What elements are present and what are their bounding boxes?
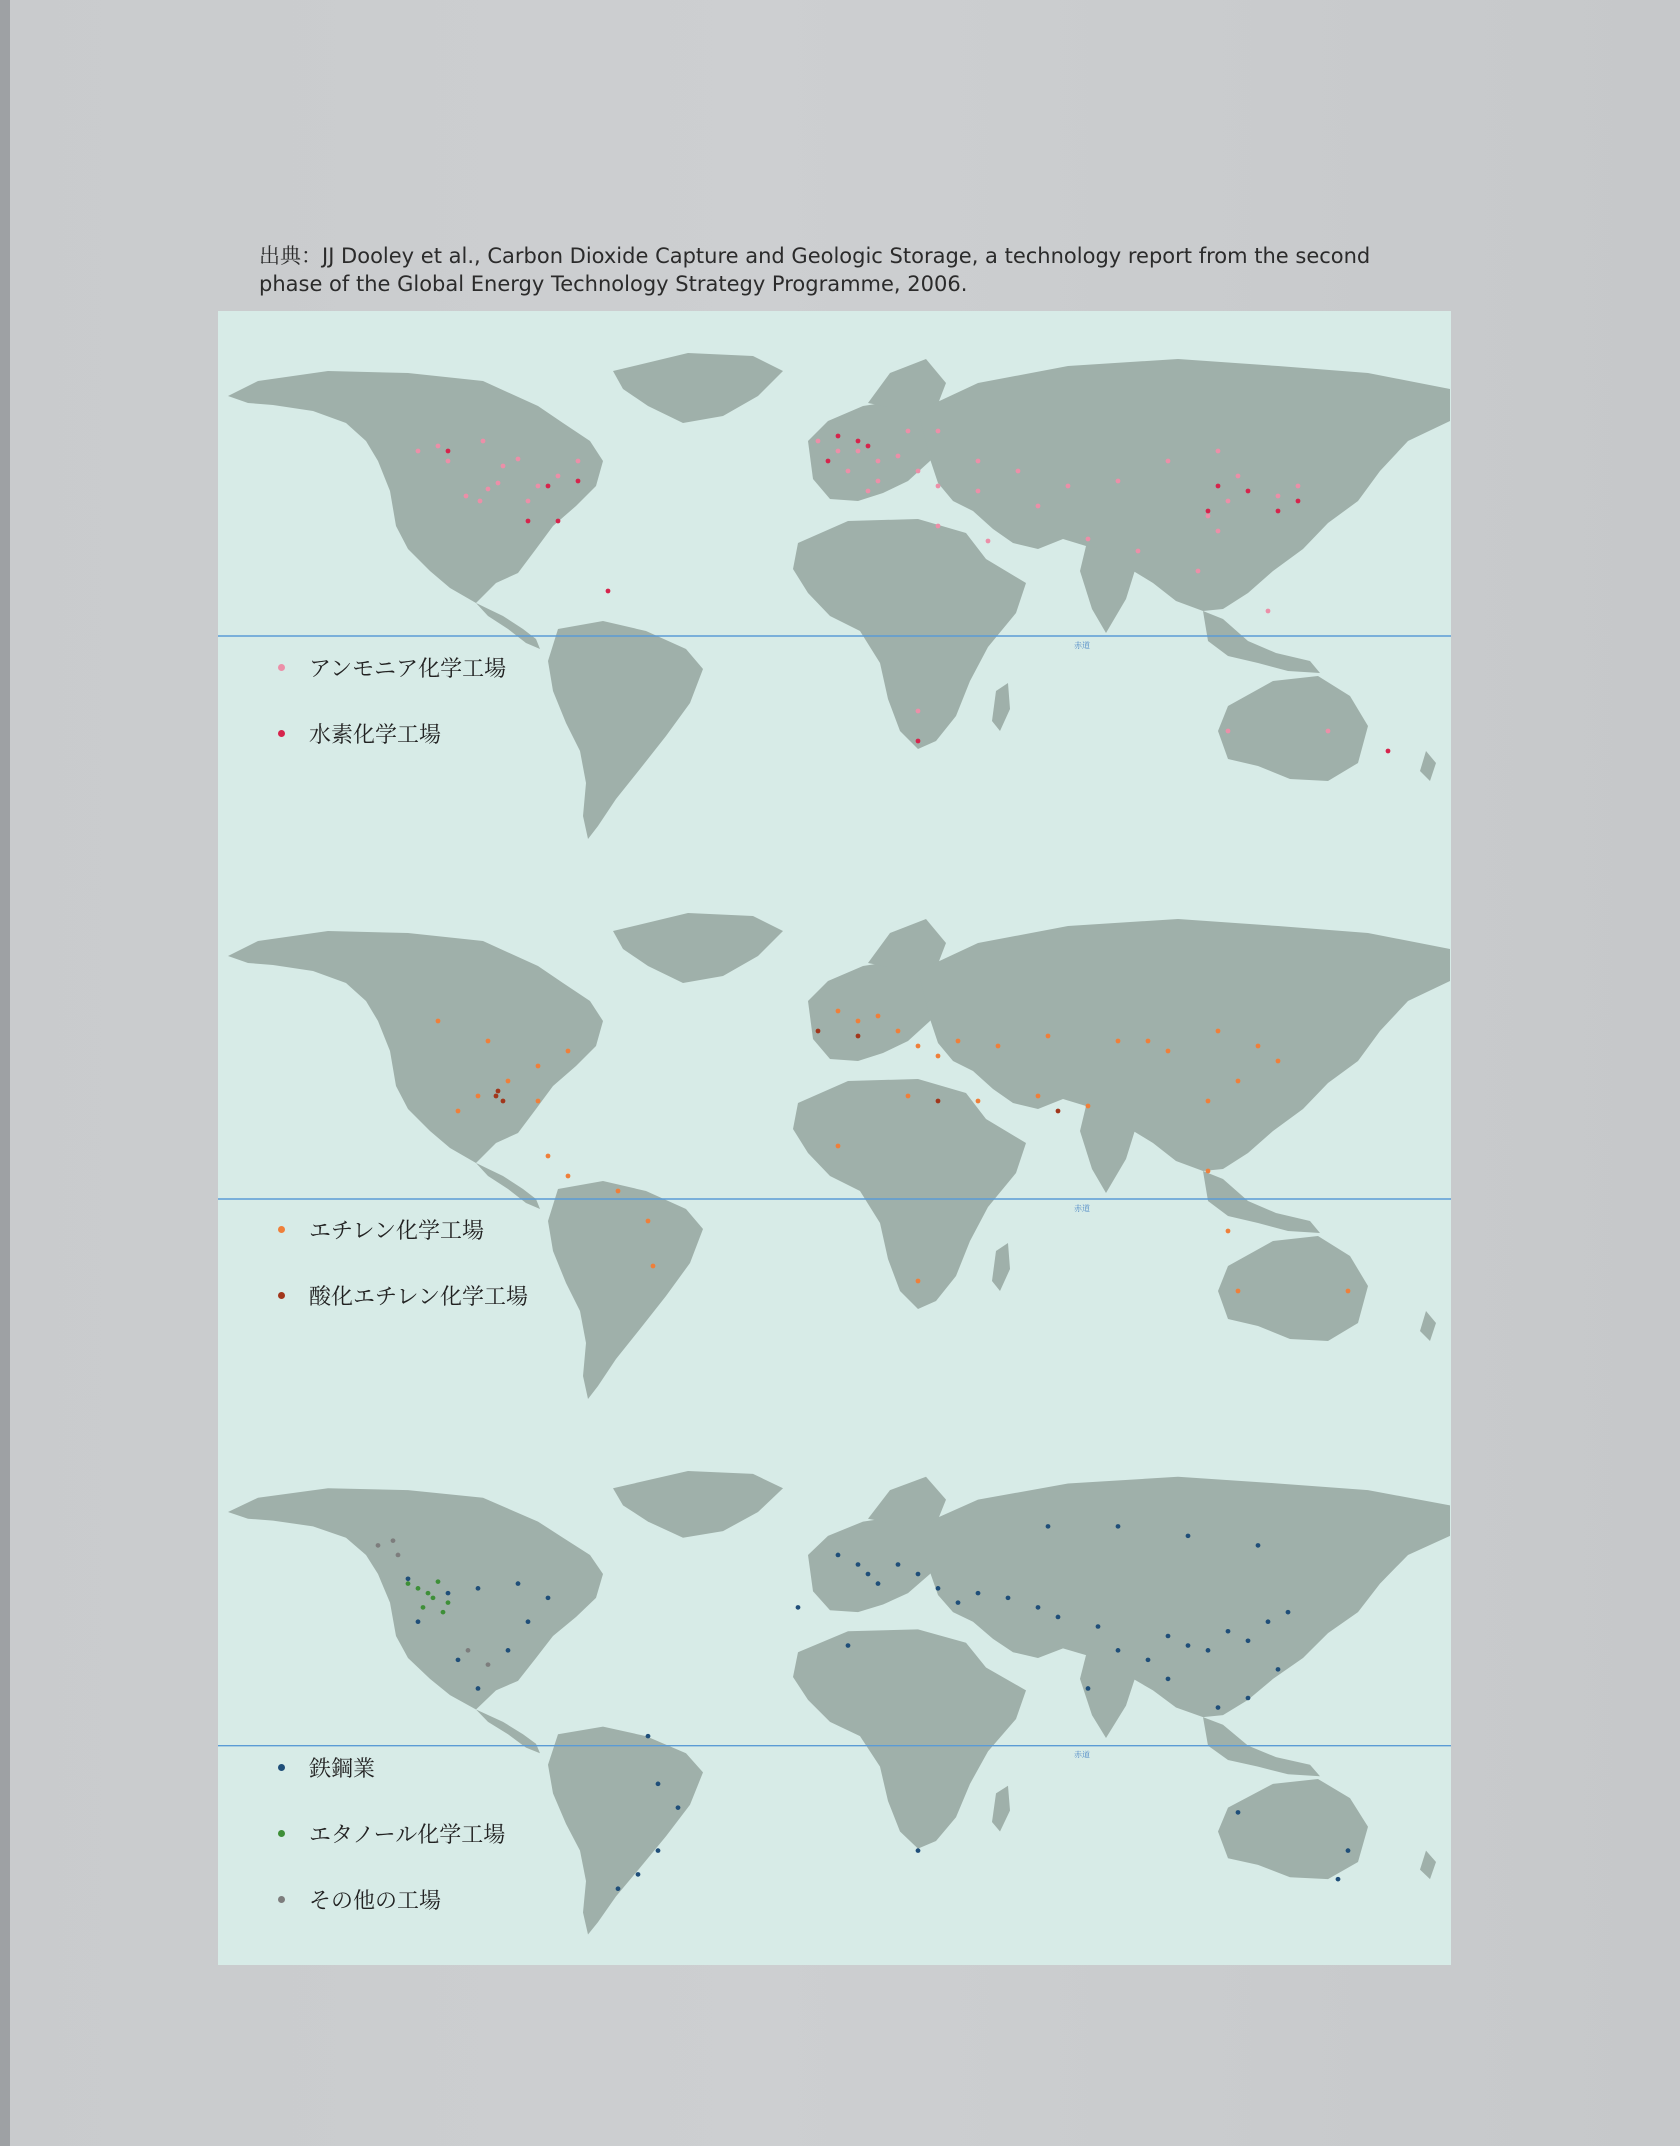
plant-marker bbox=[1336, 1877, 1341, 1882]
plant-marker bbox=[916, 469, 921, 474]
plant-marker bbox=[576, 459, 581, 464]
plant-marker bbox=[1266, 609, 1271, 614]
plant-marker bbox=[1086, 537, 1091, 542]
south-america-landmass bbox=[548, 1181, 703, 1399]
legend-marker bbox=[278, 1830, 285, 1837]
plant-marker bbox=[1186, 1643, 1191, 1648]
plant-marker bbox=[476, 1586, 481, 1591]
legend-item bbox=[278, 651, 506, 683]
plant-marker bbox=[506, 1648, 511, 1653]
plant-marker bbox=[1226, 1229, 1231, 1234]
plant-marker bbox=[526, 1619, 531, 1624]
plant-marker bbox=[406, 1577, 411, 1582]
plant-marker bbox=[866, 489, 871, 494]
plant-marker bbox=[916, 739, 921, 744]
plant-marker bbox=[1206, 514, 1211, 519]
plant-marker bbox=[896, 1562, 901, 1567]
plant-marker bbox=[1346, 1289, 1351, 1294]
plant-marker bbox=[1226, 729, 1231, 734]
madagascar-landmass bbox=[992, 1243, 1010, 1291]
plant-marker bbox=[441, 1610, 446, 1615]
plant-marker bbox=[916, 1279, 921, 1284]
plant-marker bbox=[516, 1581, 521, 1586]
plant-marker bbox=[1236, 1289, 1241, 1294]
south-america-landmass bbox=[548, 621, 703, 839]
legend-label: 酸化エチレン化学工場 bbox=[309, 1284, 529, 1310]
plant-marker bbox=[431, 1596, 436, 1601]
plant-marker bbox=[1166, 459, 1171, 464]
plant-marker bbox=[1146, 1039, 1151, 1044]
plant-marker bbox=[916, 1044, 921, 1049]
plant-marker bbox=[1296, 499, 1301, 504]
new-zealand-landmass bbox=[1420, 751, 1436, 781]
map-panel-steel-ethanol bbox=[218, 1431, 1451, 1965]
plant-marker bbox=[1036, 504, 1041, 509]
plant-marker bbox=[496, 1089, 501, 1094]
plant-marker bbox=[516, 457, 521, 462]
plant-marker bbox=[1056, 1109, 1061, 1114]
plant-marker bbox=[796, 1605, 801, 1610]
plant-marker bbox=[566, 1049, 571, 1054]
plant-marker bbox=[456, 1658, 461, 1663]
map-legend bbox=[278, 1213, 528, 1345]
plant-marker bbox=[936, 484, 941, 489]
plant-marker bbox=[406, 1581, 411, 1586]
africa-landmass bbox=[793, 519, 1026, 749]
plant-marker bbox=[456, 1109, 461, 1114]
world-map bbox=[218, 311, 1451, 871]
map-legend bbox=[278, 1751, 505, 1949]
plant-marker bbox=[1056, 1615, 1061, 1620]
plant-marker bbox=[476, 1094, 481, 1099]
plant-marker bbox=[616, 1189, 621, 1194]
plant-marker bbox=[546, 484, 551, 489]
scandinavia-landmass bbox=[868, 919, 946, 971]
map-legend bbox=[278, 651, 506, 783]
plant-marker bbox=[976, 459, 981, 464]
greenland-landmass bbox=[613, 1471, 783, 1538]
plant-marker bbox=[1206, 1648, 1211, 1653]
plant-marker bbox=[1236, 474, 1241, 479]
plant-marker bbox=[436, 1579, 441, 1584]
plant-marker bbox=[1276, 1667, 1281, 1672]
plant-marker bbox=[866, 444, 871, 449]
greenland-landmass bbox=[613, 913, 783, 983]
plant-marker bbox=[421, 1605, 426, 1610]
plant-marker bbox=[656, 1782, 661, 1787]
plant-marker bbox=[566, 1174, 571, 1179]
plant-marker bbox=[956, 1039, 961, 1044]
plant-marker bbox=[1286, 1610, 1291, 1615]
plant-marker bbox=[856, 1562, 861, 1567]
plant-marker bbox=[1266, 1619, 1271, 1624]
map-panel-ammonia-hydrogen bbox=[218, 311, 1451, 871]
plant-marker bbox=[636, 1872, 641, 1877]
plant-marker bbox=[1166, 1677, 1171, 1682]
plant-marker bbox=[1136, 549, 1141, 554]
plant-marker bbox=[426, 1591, 431, 1596]
plant-marker bbox=[906, 429, 911, 434]
plant-marker bbox=[1246, 1638, 1251, 1643]
legend-marker bbox=[278, 1292, 285, 1299]
plant-marker bbox=[536, 1099, 541, 1104]
plant-marker bbox=[846, 469, 851, 474]
legend-item bbox=[278, 717, 506, 749]
plant-marker bbox=[1146, 1658, 1151, 1663]
plant-marker bbox=[486, 1662, 491, 1667]
plant-marker bbox=[846, 1643, 851, 1648]
legend-label: エタノール化学工場 bbox=[309, 1822, 506, 1848]
plant-marker bbox=[1046, 1034, 1051, 1039]
plant-marker bbox=[546, 1596, 551, 1601]
plant-marker bbox=[896, 1029, 901, 1034]
plant-marker bbox=[494, 1094, 499, 1099]
plant-marker bbox=[986, 539, 991, 544]
page-edge bbox=[0, 0, 10, 2146]
plant-marker bbox=[906, 1094, 911, 1099]
plant-marker bbox=[836, 434, 841, 439]
central-america-landmass bbox=[476, 1163, 540, 1209]
plant-marker bbox=[916, 709, 921, 714]
plant-marker bbox=[836, 1144, 841, 1149]
plant-marker bbox=[856, 439, 861, 444]
world-maps-figure bbox=[218, 311, 1451, 1965]
plant-marker bbox=[436, 1019, 441, 1024]
plant-marker bbox=[976, 489, 981, 494]
plant-marker bbox=[1096, 1624, 1101, 1629]
plant-marker bbox=[656, 1848, 661, 1853]
plant-marker bbox=[956, 1600, 961, 1605]
plant-marker bbox=[876, 1014, 881, 1019]
southeast-asia-landmass bbox=[1203, 611, 1320, 673]
plant-marker bbox=[496, 481, 501, 486]
plant-marker bbox=[391, 1538, 396, 1543]
australia-landmass bbox=[1218, 1779, 1368, 1879]
plant-marker bbox=[1226, 499, 1231, 504]
plant-marker bbox=[876, 1581, 881, 1586]
plant-marker bbox=[1216, 449, 1221, 454]
plant-marker bbox=[1206, 1099, 1211, 1104]
plant-marker bbox=[936, 429, 941, 434]
plant-marker bbox=[416, 1586, 421, 1591]
source-citation: 出典：JJ Dooley et al., Carbon Dioxide Capture and Geologic Storage, a technology report from the second phase of the Global Energy Technology Strategy Programme, 2006. bbox=[259, 244, 1371, 296]
plant-marker bbox=[1166, 1634, 1171, 1639]
plant-marker bbox=[1276, 1059, 1281, 1064]
plant-marker bbox=[916, 1572, 921, 1577]
plant-marker bbox=[1116, 1648, 1121, 1653]
plant-marker bbox=[826, 459, 831, 464]
plant-marker bbox=[446, 459, 451, 464]
plant-marker bbox=[1196, 569, 1201, 574]
plant-marker bbox=[606, 589, 611, 594]
plant-marker bbox=[816, 1029, 821, 1034]
legend-marker bbox=[278, 1764, 285, 1771]
plant-marker bbox=[506, 1079, 511, 1084]
plant-marker bbox=[536, 484, 541, 489]
equator-label: 赤道 bbox=[1074, 1204, 1090, 1213]
plant-marker bbox=[1236, 1079, 1241, 1084]
plant-marker bbox=[1036, 1094, 1041, 1099]
plant-marker bbox=[478, 499, 483, 504]
southeast-asia-landmass bbox=[1203, 1717, 1320, 1776]
legend-marker bbox=[278, 664, 285, 671]
plant-marker bbox=[396, 1553, 401, 1558]
australia-landmass bbox=[1218, 1236, 1368, 1341]
plant-marker bbox=[646, 1219, 651, 1224]
plant-marker bbox=[1116, 479, 1121, 484]
plant-marker bbox=[501, 464, 506, 469]
legend-item bbox=[278, 1817, 505, 1849]
legend-item bbox=[278, 1883, 505, 1915]
north-america-landmass bbox=[228, 931, 603, 1163]
plant-marker bbox=[1216, 529, 1221, 534]
plant-marker bbox=[1036, 1605, 1041, 1610]
plant-marker bbox=[1276, 494, 1281, 499]
plant-marker bbox=[1186, 1534, 1191, 1539]
plant-marker bbox=[526, 519, 531, 524]
plant-marker bbox=[1276, 509, 1281, 514]
plant-marker bbox=[1216, 1029, 1221, 1034]
plant-marker bbox=[1256, 1543, 1261, 1548]
plant-marker bbox=[501, 1099, 506, 1104]
plant-marker bbox=[464, 494, 469, 499]
plant-marker bbox=[916, 1848, 921, 1853]
plant-marker bbox=[446, 1600, 451, 1605]
new-zealand-landmass bbox=[1420, 1851, 1436, 1880]
plant-marker bbox=[526, 499, 531, 504]
legend-marker bbox=[278, 730, 285, 737]
plant-marker bbox=[1046, 1524, 1051, 1529]
legend-marker bbox=[278, 1226, 285, 1233]
plant-marker bbox=[866, 1572, 871, 1577]
plant-marker bbox=[996, 1044, 1001, 1049]
plant-marker bbox=[486, 487, 491, 492]
south-america-landmass bbox=[548, 1727, 703, 1935]
plant-marker bbox=[896, 454, 901, 459]
plant-marker bbox=[556, 519, 561, 524]
plant-marker bbox=[651, 1264, 656, 1269]
central-america-landmass bbox=[476, 1709, 540, 1753]
plant-marker bbox=[576, 479, 581, 484]
plant-marker bbox=[1216, 484, 1221, 489]
plant-marker bbox=[1086, 1686, 1091, 1691]
africa-landmass bbox=[793, 1629, 1026, 1848]
scandinavia-landmass bbox=[868, 1477, 946, 1527]
plant-marker bbox=[1166, 1049, 1171, 1054]
legend-label: 水素化学工場 bbox=[309, 722, 442, 748]
plant-marker bbox=[446, 1591, 451, 1596]
plant-marker bbox=[676, 1805, 681, 1810]
plant-marker bbox=[486, 1039, 491, 1044]
plant-marker bbox=[1246, 1696, 1251, 1701]
plant-marker bbox=[1236, 1810, 1241, 1815]
plant-marker bbox=[1246, 489, 1251, 494]
plant-marker bbox=[476, 1686, 481, 1691]
madagascar-landmass bbox=[992, 1786, 1010, 1832]
plant-marker bbox=[416, 1619, 421, 1624]
plant-marker bbox=[836, 1553, 841, 1558]
scandinavia-landmass bbox=[868, 359, 946, 411]
australia-landmass bbox=[1218, 676, 1368, 781]
plant-marker bbox=[936, 1054, 941, 1059]
africa-landmass bbox=[793, 1079, 1026, 1309]
central-america-landmass bbox=[476, 603, 540, 649]
plant-marker bbox=[1086, 1104, 1091, 1109]
plant-marker bbox=[1016, 469, 1021, 474]
plant-marker bbox=[856, 1019, 861, 1024]
plant-marker bbox=[1066, 484, 1071, 489]
plant-marker bbox=[616, 1886, 621, 1891]
legend-item bbox=[278, 1751, 505, 1783]
plant-marker bbox=[481, 439, 486, 444]
plant-marker bbox=[1006, 1596, 1011, 1601]
equator-label: 赤道 bbox=[1074, 641, 1090, 650]
southeast-asia-landmass bbox=[1203, 1171, 1320, 1233]
legend-item bbox=[278, 1213, 528, 1245]
plant-marker bbox=[936, 1099, 941, 1104]
plant-marker bbox=[1116, 1524, 1121, 1529]
plant-marker bbox=[836, 1009, 841, 1014]
legend-marker bbox=[278, 1896, 285, 1903]
plant-marker bbox=[1386, 749, 1391, 754]
madagascar-landmass bbox=[992, 683, 1010, 731]
legend-label: 鉄鋼業 bbox=[309, 1756, 376, 1782]
map-panel-ethylene bbox=[218, 871, 1451, 1431]
legend-label: エチレン化学工場 bbox=[309, 1218, 485, 1244]
plant-marker bbox=[1326, 729, 1331, 734]
plant-marker bbox=[1226, 1629, 1231, 1634]
legend-label: アンモニア化学工場 bbox=[309, 656, 507, 682]
legend-item bbox=[278, 1279, 528, 1311]
plant-marker bbox=[646, 1734, 651, 1739]
plant-marker bbox=[1346, 1848, 1351, 1853]
plant-marker bbox=[816, 439, 821, 444]
plant-marker bbox=[466, 1648, 471, 1653]
plant-marker bbox=[1216, 1705, 1221, 1710]
plant-marker bbox=[446, 449, 451, 454]
plant-marker bbox=[536, 1064, 541, 1069]
plant-marker bbox=[936, 524, 941, 529]
plant-marker bbox=[546, 1154, 551, 1159]
plant-marker bbox=[1256, 1044, 1261, 1049]
plant-marker bbox=[1206, 509, 1211, 514]
plant-marker bbox=[876, 459, 881, 464]
plant-marker bbox=[436, 444, 441, 449]
plant-marker bbox=[1296, 484, 1301, 489]
plant-marker bbox=[856, 449, 861, 454]
new-zealand-landmass bbox=[1420, 1311, 1436, 1341]
legend-label: その他の工場 bbox=[309, 1888, 442, 1914]
plant-marker bbox=[936, 1586, 941, 1591]
greenland-landmass bbox=[613, 353, 783, 423]
plant-marker bbox=[856, 1034, 861, 1039]
equator-label: 赤道 bbox=[1074, 1750, 1090, 1760]
plant-marker bbox=[1206, 1169, 1211, 1174]
world-map bbox=[218, 871, 1451, 1431]
plant-marker bbox=[556, 474, 561, 479]
plant-marker bbox=[836, 449, 841, 454]
plant-marker bbox=[416, 449, 421, 454]
plant-marker bbox=[876, 479, 881, 484]
plant-marker bbox=[376, 1543, 381, 1548]
plant-marker bbox=[1116, 1039, 1121, 1044]
plant-marker bbox=[976, 1099, 981, 1104]
plant-marker bbox=[976, 1591, 981, 1596]
